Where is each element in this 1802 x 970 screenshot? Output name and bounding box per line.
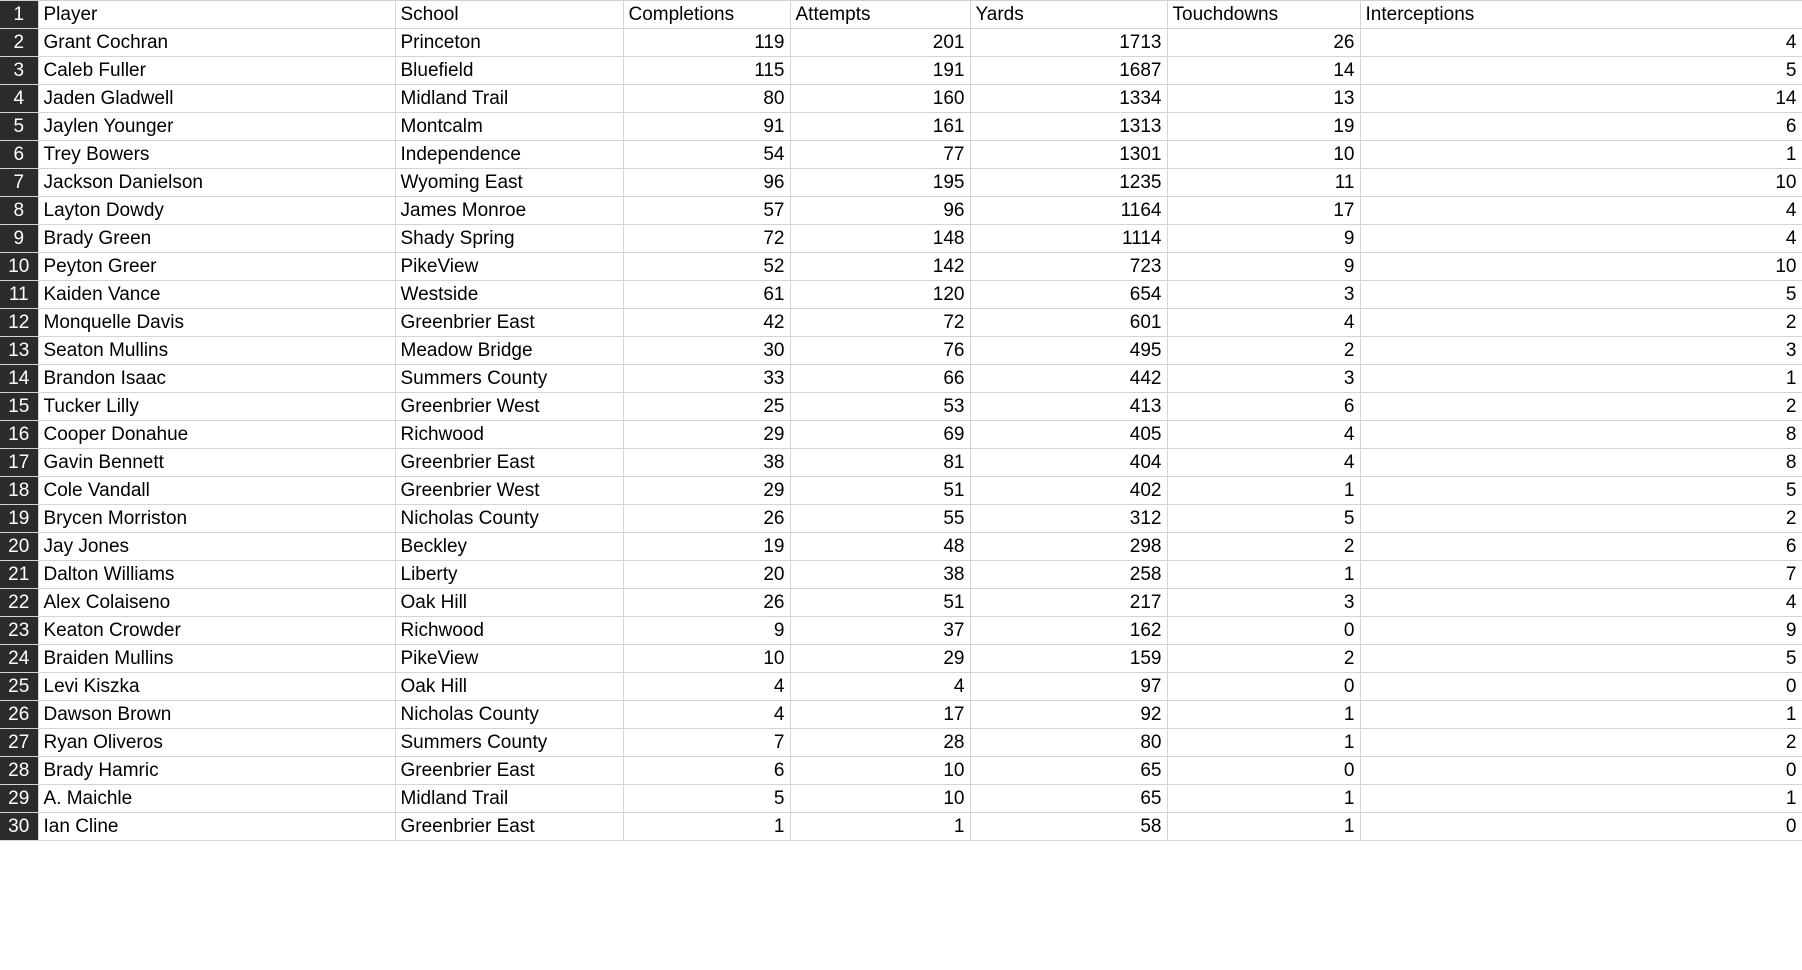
table-row bbox=[0, 141, 1802, 169]
table-row bbox=[0, 393, 1802, 421]
cell[interactable]: Oak Hill bbox=[395, 673, 623, 701]
cell[interactable]: 160 bbox=[790, 85, 970, 113]
cell[interactable]: Midland Trail bbox=[395, 785, 623, 813]
table-row bbox=[0, 477, 1802, 505]
cell[interactable]: 76 bbox=[790, 337, 970, 365]
cell[interactable]: Levi Kiszka bbox=[38, 673, 395, 701]
cell[interactable]: 1 bbox=[1167, 785, 1360, 813]
cell[interactable]: 38 bbox=[790, 561, 970, 589]
cell[interactable]: PikeView bbox=[395, 645, 623, 673]
cell[interactable]: 33 bbox=[623, 365, 790, 393]
cell[interactable]: 61 bbox=[623, 281, 790, 309]
cell[interactable]: 723 bbox=[970, 253, 1167, 281]
cell[interactable]: Greenbrier West bbox=[395, 393, 623, 421]
cell[interactable]: 5 bbox=[1167, 505, 1360, 533]
cell[interactable]: 0 bbox=[1360, 757, 1802, 785]
cell[interactable]: 10 bbox=[1360, 169, 1802, 197]
table-row bbox=[0, 533, 1802, 561]
cell[interactable]: Kaiden Vance bbox=[38, 281, 395, 309]
row-number[interactable]: 7 bbox=[0, 169, 38, 197]
cell[interactable]: 2 bbox=[1167, 337, 1360, 365]
cell[interactable]: 5 bbox=[623, 785, 790, 813]
cell[interactable]: Oak Hill bbox=[395, 589, 623, 617]
table-row bbox=[0, 813, 1802, 841]
cell[interactable]: 258 bbox=[970, 561, 1167, 589]
header-row bbox=[0, 1, 1802, 29]
cell[interactable]: 159 bbox=[970, 645, 1167, 673]
cell[interactable]: 1713 bbox=[970, 29, 1167, 57]
cell[interactable]: 4 bbox=[1360, 225, 1802, 253]
cell[interactable]: 80 bbox=[970, 729, 1167, 757]
cell[interactable]: 26 bbox=[623, 589, 790, 617]
cell[interactable]: 1 bbox=[1360, 365, 1802, 393]
cell[interactable]: 1 bbox=[1360, 785, 1802, 813]
row-number[interactable]: 19 bbox=[0, 505, 38, 533]
cell[interactable]: 8 bbox=[1360, 421, 1802, 449]
cell[interactable]: 404 bbox=[970, 449, 1167, 477]
row-number[interactable]: 25 bbox=[0, 673, 38, 701]
cell[interactable]: 1 bbox=[1167, 701, 1360, 729]
cell[interactable]: Westside bbox=[395, 281, 623, 309]
cell[interactable]: 6 bbox=[1360, 533, 1802, 561]
cell[interactable]: Liberty bbox=[395, 561, 623, 589]
cell[interactable]: 14 bbox=[1167, 57, 1360, 85]
row-number[interactable]: 30 bbox=[0, 813, 38, 841]
cell[interactable]: 29 bbox=[623, 477, 790, 505]
cell[interactable]: 9 bbox=[1360, 617, 1802, 645]
cell[interactable]: 14 bbox=[1360, 85, 1802, 113]
cell[interactable]: Independence bbox=[395, 141, 623, 169]
cell[interactable]: 65 bbox=[970, 785, 1167, 813]
row-number[interactable]: 10 bbox=[0, 253, 38, 281]
row-number[interactable]: 15 bbox=[0, 393, 38, 421]
row-number[interactable]: 23 bbox=[0, 617, 38, 645]
cell[interactable]: 1235 bbox=[970, 169, 1167, 197]
cell[interactable]: 28 bbox=[790, 729, 970, 757]
table-row bbox=[0, 169, 1802, 197]
cell[interactable]: Brycen Morriston bbox=[38, 505, 395, 533]
cell[interactable]: Richwood bbox=[395, 421, 623, 449]
cell[interactable]: 58 bbox=[970, 813, 1167, 841]
row-number[interactable]: 26 bbox=[0, 701, 38, 729]
cell[interactable]: 29 bbox=[790, 645, 970, 673]
table-row bbox=[0, 645, 1802, 673]
table-row bbox=[0, 757, 1802, 785]
cell[interactable]: Jay Jones bbox=[38, 533, 395, 561]
cell[interactable]: Brady Green bbox=[38, 225, 395, 253]
table-row bbox=[0, 673, 1802, 701]
cell[interactable]: 10 bbox=[790, 785, 970, 813]
cell[interactable]: Greenbrier West bbox=[395, 477, 623, 505]
row-number[interactable]: 28 bbox=[0, 757, 38, 785]
cell[interactable]: Princeton bbox=[395, 29, 623, 57]
cell[interactable]: 1334 bbox=[970, 85, 1167, 113]
cell[interactable]: 1 bbox=[1167, 813, 1360, 841]
cell[interactable]: Monquelle Davis bbox=[38, 309, 395, 337]
column-header-cell[interactable]: Yards bbox=[970, 1, 1167, 29]
column-header-cell[interactable]: Touchdowns bbox=[1167, 1, 1360, 29]
cell[interactable]: Layton Dowdy bbox=[38, 197, 395, 225]
cell[interactable]: 69 bbox=[790, 421, 970, 449]
cell[interactable]: 601 bbox=[970, 309, 1167, 337]
cell[interactable]: 9 bbox=[1167, 225, 1360, 253]
cell[interactable]: 8 bbox=[1360, 449, 1802, 477]
cell[interactable]: 4 bbox=[623, 701, 790, 729]
cell[interactable]: 1 bbox=[790, 813, 970, 841]
cell[interactable]: 1 bbox=[1167, 477, 1360, 505]
cell[interactable]: 6 bbox=[1167, 393, 1360, 421]
cell[interactable]: Shady Spring bbox=[395, 225, 623, 253]
table-row bbox=[0, 505, 1802, 533]
cell[interactable]: 2 bbox=[1360, 505, 1802, 533]
table-row bbox=[0, 29, 1802, 57]
cell[interactable]: 9 bbox=[623, 617, 790, 645]
cell[interactable]: 51 bbox=[790, 589, 970, 617]
cell[interactable]: Greenbrier East bbox=[395, 309, 623, 337]
cell[interactable]: 4 bbox=[1360, 29, 1802, 57]
row-number[interactable]: 11 bbox=[0, 281, 38, 309]
table-row bbox=[0, 85, 1802, 113]
cell[interactable]: 30 bbox=[623, 337, 790, 365]
cell[interactable]: 1687 bbox=[970, 57, 1167, 85]
row-number[interactable]: 6 bbox=[0, 141, 38, 169]
table-row bbox=[0, 701, 1802, 729]
table-row bbox=[0, 225, 1802, 253]
cell[interactable]: Meadow Bridge bbox=[395, 337, 623, 365]
row-number[interactable]: 29 bbox=[0, 785, 38, 813]
cell[interactable]: 2 bbox=[1167, 533, 1360, 561]
cell[interactable]: 92 bbox=[970, 701, 1167, 729]
cell[interactable]: 217 bbox=[970, 589, 1167, 617]
cell[interactable]: PikeView bbox=[395, 253, 623, 281]
cell[interactable]: 4 bbox=[1167, 309, 1360, 337]
cell[interactable]: 195 bbox=[790, 169, 970, 197]
cell[interactable]: 442 bbox=[970, 365, 1167, 393]
table-row bbox=[0, 449, 1802, 477]
cell[interactable]: Midland Trail bbox=[395, 85, 623, 113]
column-header-cell[interactable]: Completions bbox=[623, 1, 790, 29]
row-number[interactable]: 3 bbox=[0, 57, 38, 85]
cell[interactable]: 10 bbox=[1167, 141, 1360, 169]
cell[interactable]: 120 bbox=[790, 281, 970, 309]
cell[interactable]: Cooper Donahue bbox=[38, 421, 395, 449]
row-number[interactable]: 27 bbox=[0, 729, 38, 757]
cell[interactable]: Nicholas County bbox=[395, 505, 623, 533]
cell[interactable]: 72 bbox=[790, 309, 970, 337]
cell[interactable]: 25 bbox=[623, 393, 790, 421]
cell[interactable]: 81 bbox=[790, 449, 970, 477]
row-number[interactable]: 17 bbox=[0, 449, 38, 477]
cell[interactable]: 29 bbox=[623, 421, 790, 449]
cell[interactable]: 51 bbox=[790, 477, 970, 505]
table-row bbox=[0, 561, 1802, 589]
cell[interactable]: 1114 bbox=[970, 225, 1167, 253]
cell[interactable]: 6 bbox=[1360, 113, 1802, 141]
row-number[interactable]: 2 bbox=[0, 29, 38, 57]
cell[interactable]: 3 bbox=[1167, 365, 1360, 393]
cell[interactable]: 0 bbox=[1360, 673, 1802, 701]
cell[interactable]: 10 bbox=[1360, 253, 1802, 281]
column-header-cell[interactable]: Attempts bbox=[790, 1, 970, 29]
cell[interactable]: 7 bbox=[1360, 561, 1802, 589]
cell[interactable]: 4 bbox=[1360, 197, 1802, 225]
table-row bbox=[0, 589, 1802, 617]
cell[interactable]: 1 bbox=[1360, 701, 1802, 729]
cell[interactable]: 201 bbox=[790, 29, 970, 57]
cell[interactable]: 96 bbox=[623, 169, 790, 197]
cell[interactable]: 26 bbox=[1167, 29, 1360, 57]
cell[interactable]: 0 bbox=[1167, 757, 1360, 785]
cell[interactable]: 65 bbox=[970, 757, 1167, 785]
cell[interactable]: 66 bbox=[790, 365, 970, 393]
table-row bbox=[0, 253, 1802, 281]
cell[interactable]: Greenbrier East bbox=[395, 449, 623, 477]
cell[interactable]: 17 bbox=[790, 701, 970, 729]
cell[interactable]: 13 bbox=[1167, 85, 1360, 113]
table-row bbox=[0, 729, 1802, 757]
cell[interactable]: 191 bbox=[790, 57, 970, 85]
cell[interactable]: 162 bbox=[970, 617, 1167, 645]
cell[interactable]: 77 bbox=[790, 141, 970, 169]
table-row bbox=[0, 421, 1802, 449]
table-row bbox=[0, 785, 1802, 813]
row-number[interactable]: 12 bbox=[0, 309, 38, 337]
cell[interactable]: Gavin Bennett bbox=[38, 449, 395, 477]
cell[interactable]: Dawson Brown bbox=[38, 701, 395, 729]
cell[interactable]: Dalton Williams bbox=[38, 561, 395, 589]
cell[interactable]: 19 bbox=[1167, 113, 1360, 141]
cell[interactable]: 17 bbox=[1167, 197, 1360, 225]
cell[interactable]: 10 bbox=[790, 757, 970, 785]
cell[interactable]: James Monroe bbox=[395, 197, 623, 225]
cell[interactable]: 42 bbox=[623, 309, 790, 337]
cell[interactable]: 97 bbox=[970, 673, 1167, 701]
cell[interactable]: Jaden Gladwell bbox=[38, 85, 395, 113]
row-number[interactable]: 20 bbox=[0, 533, 38, 561]
cell[interactable]: 1313 bbox=[970, 113, 1167, 141]
cell[interactable]: Keaton Crowder bbox=[38, 617, 395, 645]
cell[interactable]: 11 bbox=[1167, 169, 1360, 197]
row-number[interactable]: 8 bbox=[0, 197, 38, 225]
table-row bbox=[0, 113, 1802, 141]
row-number[interactable]: 24 bbox=[0, 645, 38, 673]
cell[interactable]: 5 bbox=[1360, 477, 1802, 505]
cell[interactable]: Ian Cline bbox=[38, 813, 395, 841]
cell[interactable]: 6 bbox=[623, 757, 790, 785]
table-row bbox=[0, 617, 1802, 645]
cell[interactable]: 3 bbox=[1167, 589, 1360, 617]
cell[interactable]: 52 bbox=[623, 253, 790, 281]
cell[interactable]: 5 bbox=[1360, 57, 1802, 85]
cell[interactable]: Summers County bbox=[395, 729, 623, 757]
cell[interactable]: Wyoming East bbox=[395, 169, 623, 197]
cell[interactable]: 19 bbox=[623, 533, 790, 561]
cell[interactable]: 4 bbox=[790, 673, 970, 701]
row-number[interactable]: 13 bbox=[0, 337, 38, 365]
cell[interactable]: 413 bbox=[970, 393, 1167, 421]
cell[interactable]: Greenbrier East bbox=[395, 813, 623, 841]
cell[interactable]: Brandon Isaac bbox=[38, 365, 395, 393]
cell[interactable]: 38 bbox=[623, 449, 790, 477]
cell[interactable]: Ryan Oliveros bbox=[38, 729, 395, 757]
row-number[interactable]: 1 bbox=[0, 1, 38, 29]
row-number[interactable]: 14 bbox=[0, 365, 38, 393]
cell[interactable]: 2 bbox=[1360, 729, 1802, 757]
cell[interactable]: Grant Cochran bbox=[38, 29, 395, 57]
cell[interactable]: 26 bbox=[623, 505, 790, 533]
cell[interactable]: 37 bbox=[790, 617, 970, 645]
cell[interactable]: 119 bbox=[623, 29, 790, 57]
cell[interactable]: 53 bbox=[790, 393, 970, 421]
cell[interactable]: 4 bbox=[1360, 589, 1802, 617]
cell[interactable]: 1 bbox=[1167, 729, 1360, 757]
cell[interactable]: 0 bbox=[1167, 673, 1360, 701]
cell[interactable]: 72 bbox=[623, 225, 790, 253]
cell[interactable]: 20 bbox=[623, 561, 790, 589]
cell[interactable]: 5 bbox=[1360, 281, 1802, 309]
column-header-cell[interactable]: Interceptions bbox=[1360, 1, 1802, 29]
cell[interactable]: Beckley bbox=[395, 533, 623, 561]
cell[interactable]: 48 bbox=[790, 533, 970, 561]
row-number[interactable]: 4 bbox=[0, 85, 38, 113]
cell[interactable]: Seaton Mullins bbox=[38, 337, 395, 365]
table-row bbox=[0, 337, 1802, 365]
cell[interactable]: Summers County bbox=[395, 365, 623, 393]
cell[interactable]: 148 bbox=[790, 225, 970, 253]
cell[interactable]: 312 bbox=[970, 505, 1167, 533]
cell[interactable]: 10 bbox=[623, 645, 790, 673]
cell[interactable]: Cole Vandall bbox=[38, 477, 395, 505]
cell[interactable]: Jackson Danielson bbox=[38, 169, 395, 197]
cell[interactable]: 161 bbox=[790, 113, 970, 141]
row-number[interactable]: 9 bbox=[0, 225, 38, 253]
cell[interactable]: Braiden Mullins bbox=[38, 645, 395, 673]
column-header-cell[interactable]: School bbox=[395, 1, 623, 29]
cell[interactable]: Jaylen Younger bbox=[38, 113, 395, 141]
cell[interactable]: 115 bbox=[623, 57, 790, 85]
column-header-cell[interactable]: Player bbox=[38, 1, 395, 29]
cell[interactable]: 96 bbox=[790, 197, 970, 225]
cell[interactable]: 0 bbox=[1360, 813, 1802, 841]
cell[interactable]: 0 bbox=[1167, 617, 1360, 645]
cell[interactable]: 2 bbox=[1360, 309, 1802, 337]
table-row bbox=[0, 281, 1802, 309]
row-number[interactable]: 16 bbox=[0, 421, 38, 449]
table-row bbox=[0, 309, 1802, 337]
cell[interactable]: 1 bbox=[623, 813, 790, 841]
row-number[interactable]: 21 bbox=[0, 561, 38, 589]
cell[interactable]: Bluefield bbox=[395, 57, 623, 85]
row-number[interactable]: 5 bbox=[0, 113, 38, 141]
cell[interactable]: 5 bbox=[1360, 645, 1802, 673]
cell[interactable]: 495 bbox=[970, 337, 1167, 365]
cell[interactable]: Alex Colaiseno bbox=[38, 589, 395, 617]
cell[interactable]: 4 bbox=[1167, 449, 1360, 477]
table-row bbox=[0, 197, 1802, 225]
cell[interactable]: 298 bbox=[970, 533, 1167, 561]
cell[interactable]: 3 bbox=[1360, 337, 1802, 365]
cell[interactable]: 80 bbox=[623, 85, 790, 113]
cell[interactable]: Nicholas County bbox=[395, 701, 623, 729]
cell[interactable]: 1164 bbox=[970, 197, 1167, 225]
cell[interactable]: 9 bbox=[1167, 253, 1360, 281]
cell[interactable]: A. Maichle bbox=[38, 785, 395, 813]
cell[interactable]: Brady Hamric bbox=[38, 757, 395, 785]
cell[interactable]: Richwood bbox=[395, 617, 623, 645]
cell[interactable]: 7 bbox=[623, 729, 790, 757]
cell[interactable]: 1 bbox=[1360, 141, 1802, 169]
cell[interactable]: 1 bbox=[1167, 561, 1360, 589]
cell[interactable]: 142 bbox=[790, 253, 970, 281]
cell[interactable]: 3 bbox=[1167, 281, 1360, 309]
cell[interactable]: Greenbrier East bbox=[395, 757, 623, 785]
cell[interactable]: 57 bbox=[623, 197, 790, 225]
cell[interactable]: Montcalm bbox=[395, 113, 623, 141]
cell[interactable]: 54 bbox=[623, 141, 790, 169]
row-number[interactable]: 18 bbox=[0, 477, 38, 505]
cell[interactable]: 4 bbox=[623, 673, 790, 701]
cell[interactable]: 91 bbox=[623, 113, 790, 141]
cell[interactable]: 405 bbox=[970, 421, 1167, 449]
cell[interactable]: 2 bbox=[1167, 645, 1360, 673]
cell[interactable]: 4 bbox=[1167, 421, 1360, 449]
cell[interactable]: 402 bbox=[970, 477, 1167, 505]
table-row bbox=[0, 57, 1802, 85]
cell[interactable]: 55 bbox=[790, 505, 970, 533]
row-number[interactable]: 22 bbox=[0, 589, 38, 617]
cell[interactable]: 1301 bbox=[970, 141, 1167, 169]
cell[interactable]: Peyton Greer bbox=[38, 253, 395, 281]
table-row bbox=[0, 365, 1802, 393]
cell[interactable]: Tucker Lilly bbox=[38, 393, 395, 421]
cell[interactable]: Trey Bowers bbox=[38, 141, 395, 169]
cell[interactable]: 2 bbox=[1360, 393, 1802, 421]
cell[interactable]: Caleb Fuller bbox=[38, 57, 395, 85]
cell[interactable]: 654 bbox=[970, 281, 1167, 309]
